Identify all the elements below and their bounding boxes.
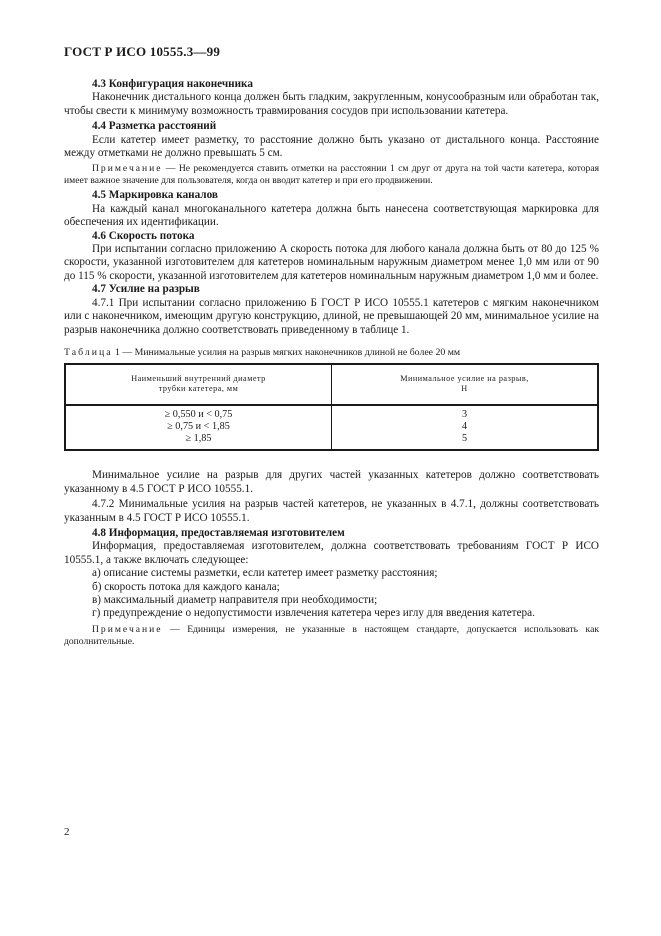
section-4-6-text: При испытании согласно приложению А скорость потока для любого канала должна быть от 80 до 125 % скорости, указанной изготовителем для катетеров номинальным наружным диаметром менее 1,0 мм или от 90 до 115 % скорости, указанной изготовителем для катетеров номинальным наружным диаметром 1,0 мм и более.: [64, 243, 599, 282]
section-4-5-text: На каждый канал многоканального катетера должна быть нанесена соответствующая маркировка для обеспечения их идентификации.: [64, 202, 599, 229]
note-text: — Единицы измерения, не указанные в настоящем стандарте, допускается использовать как дополнительные.: [64, 623, 599, 647]
section-4-4-note: [64, 163, 599, 187]
table-header-row: [65, 364, 598, 405]
section-4-8-note: [64, 624, 599, 648]
header-diameter-line1: Наименьший внутренний диаметр: [131, 374, 266, 384]
diameter-value: ≥ 0,75 и < 1,85: [167, 421, 230, 433]
section-4-8-title: 4.8 Информация, предоставляемая изготовителем: [92, 526, 345, 539]
table-caption: [64, 346, 599, 359]
page-number: 2: [64, 826, 70, 838]
table-caption-label: Таблица: [64, 346, 113, 358]
force-table: [64, 363, 599, 451]
section-4-6-title: 4.6 Скорость потока: [92, 229, 195, 242]
header-diameter-line2: трубки катетера, мм: [158, 384, 239, 394]
table-cell-diameter: [65, 405, 332, 450]
table-header-force: [332, 364, 599, 405]
table-header-diameter: [65, 364, 332, 405]
document-header: ГОСТ Р ИСО 10555.3—99: [64, 44, 221, 59]
force-value: 5: [461, 433, 468, 445]
note-label: Примечание: [92, 623, 163, 635]
list-item: б) скорость потока для каждого канала;: [92, 580, 280, 593]
section-4-4-text: Если катетер имеет разметку, то расстояние должно быть указано от дистального конца. Расстояние между отметками не должно превышать 5 см.: [64, 133, 599, 160]
section-4-7-2-text: 4.7.2 Минимальные усилия на разрыв частей катетеров, не указанных в 4.7.1, должны соответствовать указанным в 4.5 ГОСТ Р ИСО 10555.1.: [64, 498, 599, 524]
diameter-value: ≥ 0,550 и < 0,75: [164, 409, 233, 421]
document-body: [64, 78, 599, 648]
section-4-3-title: 4.3 Конфигурация наконечника: [92, 78, 253, 90]
force-value: 3: [461, 409, 468, 421]
section-4-7-text-2: Минимальное усилие на разрыв для других частей указанных катетеров должно соответствовать указанному в 4.5 ГОСТ Р ИСО 10555.1.: [64, 469, 599, 495]
header-force-line2: Н: [461, 384, 468, 394]
section-4-3-text: Наконечник дистального конца должен быть гладким, закругленным, конусообразным или обработан так, чтобы свести к минимуму возможность травмирования сосудов при использовании катетера.: [64, 91, 599, 117]
table-caption-text: 1 — Минимальные усилия на разрыв мягких наконечников длиной не более 20 мм: [112, 346, 461, 358]
header-force-line1: Минимальное усилие на разрыв,: [400, 374, 529, 384]
section-4-4-title: 4.4 Разметка расстояний: [92, 120, 217, 133]
force-value: 4: [461, 421, 468, 433]
section-4-5-title: 4.5 Маркировка каналов: [92, 189, 218, 202]
diameter-value: ≥ 1,85: [185, 433, 212, 445]
note-text: — Не рекомендуется ставить отметки на расстоянии 1 см друг от друга на той части катетера, которая имеет важное значение для пользователя, когда он вводит катетер и при его продвижении.: [64, 163, 599, 187]
note-label: Примечание: [92, 163, 163, 175]
section-4-7-title: 4.7 Усилие на разрыв: [92, 283, 200, 296]
section-4-7-1-text: 4.7.1 При испытании согласно приложению Б ГОСТ Р ИСО 10555.1 катетеров с мягким наконечником или с наконечником, имеющим другую конструкцию, длиной, не превышающей 20 мм, минимальное усилие на разрыв наконечника должно соответствовать приведенному в таблице 1.: [64, 296, 599, 336]
table-cell-force: [332, 405, 599, 450]
list-item: г) предупреждение о недопустимости извлечения катетера через иглу для введения катетера.: [92, 607, 535, 620]
list-item: в) максимальный диаметр направителя при необходимости;: [92, 593, 378, 606]
list-item: а) описание системы разметки, если катетер имеет разметку расстояния;: [92, 567, 438, 580]
section-4-8-text: Информация, предоставляемая изготовителем, должна соответствовать требованиям ГОСТ Р ИСО 10555.1, а также включать следующее:: [64, 540, 599, 566]
table-row: [65, 405, 598, 450]
